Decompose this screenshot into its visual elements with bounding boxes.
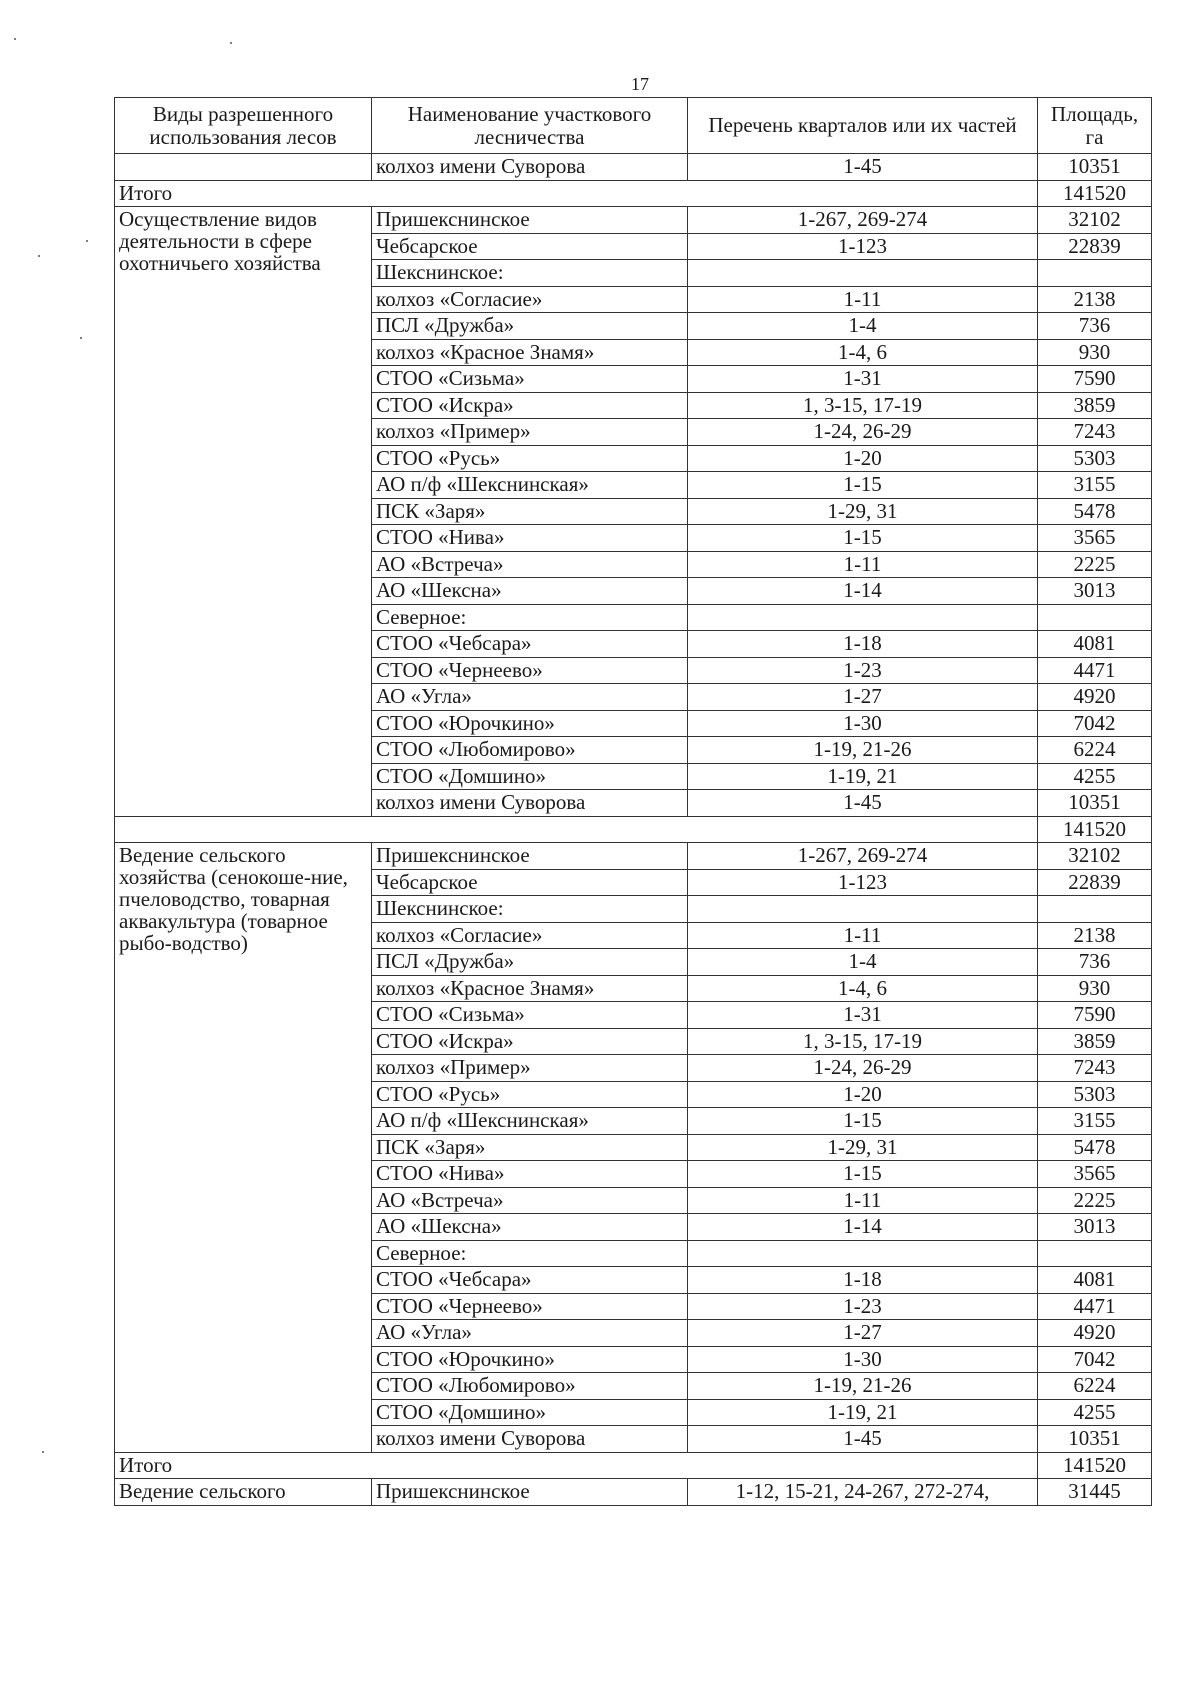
district-cell: Чебсарское [372, 233, 688, 260]
area-cell: 7042 [1038, 1346, 1152, 1373]
area-cell: 22839 [1038, 869, 1152, 896]
area-cell: 32102 [1038, 207, 1152, 234]
area-cell: 2225 [1038, 1187, 1152, 1214]
district-cell: Пришекснинское [372, 843, 688, 870]
area-cell: 7590 [1038, 1002, 1152, 1029]
district-cell: АО п/ф «Шекснинская» [372, 1108, 688, 1135]
district-cell: колхоз «Согласие» [372, 286, 688, 313]
quarters-cell: 1-23 [688, 657, 1038, 684]
quarters-cell: 1-4, 6 [688, 975, 1038, 1002]
quarters-cell: 1-11 [688, 1187, 1038, 1214]
total-label [115, 816, 1038, 843]
district-cell: СТОО «Русь» [372, 1081, 688, 1108]
quarters-cell: 1-29, 31 [688, 498, 1038, 525]
quarters-cell [688, 1240, 1038, 1267]
area-cell: 5303 [1038, 1081, 1152, 1108]
area-cell: 32102 [1038, 843, 1152, 870]
area-cell: 4920 [1038, 684, 1152, 711]
district-cell: СТОО «Домшино» [372, 1399, 688, 1426]
quarters-cell: 1-12, 15-21, 24-267, 272-274, [688, 1479, 1038, 1506]
area-cell [1038, 1240, 1152, 1267]
quarters-cell: 1-15 [688, 1108, 1038, 1135]
table-row [115, 843, 1152, 870]
total-area: 141520 [1038, 180, 1152, 207]
area-cell: 4081 [1038, 631, 1152, 658]
quarters-cell: 1-4 [688, 313, 1038, 340]
district-cell: СТОО «Искра» [372, 1028, 688, 1055]
total-row [115, 816, 1152, 843]
district-cell: СТОО «Любомирово» [372, 737, 688, 764]
quarters-cell: 1-20 [688, 1081, 1038, 1108]
quarters-cell: 1-11 [688, 286, 1038, 313]
quarters-cell: 1-30 [688, 710, 1038, 737]
district-cell: ПСК «Заря» [372, 498, 688, 525]
quarters-cell: 1-19, 21 [688, 1399, 1038, 1426]
quarters-cell: 1, 3-15, 17-19 [688, 1028, 1038, 1055]
area-cell: 3859 [1038, 392, 1152, 419]
area-cell [1038, 260, 1152, 287]
area-cell: 2138 [1038, 286, 1152, 313]
district-cell: колхоз имени Суворова [372, 790, 688, 817]
area-cell: 31445 [1038, 1479, 1152, 1506]
use-cell-hunting: Осуществление видов деятельности в сфере охотничьего хозяйства [115, 207, 372, 817]
quarters-cell: 1-27 [688, 1320, 1038, 1347]
area-cell: 7590 [1038, 366, 1152, 393]
area-cell: 2225 [1038, 551, 1152, 578]
district-cell: Чебсарское [372, 869, 688, 896]
area-cell: 4081 [1038, 1267, 1152, 1294]
district-cell: СТОО «Любомирово» [372, 1373, 688, 1400]
district-cell: АО «Шексна» [372, 578, 688, 605]
area-cell: 22839 [1038, 233, 1152, 260]
use-cell: Ведение сельского [115, 1479, 372, 1506]
area-cell: 4255 [1038, 763, 1152, 790]
forest-use-table [114, 97, 1152, 1506]
scan-speck [38, 255, 40, 257]
table-row [115, 1479, 1152, 1506]
total-row [115, 1452, 1152, 1479]
header-area: Площадь, га [1038, 98, 1152, 154]
district-cell: Пришекснинское [372, 207, 688, 234]
quarters-cell: 1-24, 26-29 [688, 419, 1038, 446]
quarters-cell [688, 604, 1038, 631]
district-cell: СТОО «Чебсара» [372, 1267, 688, 1294]
district-cell: СТОО «Нива» [372, 1161, 688, 1188]
area-cell: 7042 [1038, 710, 1152, 737]
total-row [115, 180, 1152, 207]
district-cell: ПСК «Заря» [372, 1134, 688, 1161]
area-cell [1038, 896, 1152, 923]
quarters-cell: 1-19, 21-26 [688, 1373, 1038, 1400]
quarters-cell: 1-29, 31 [688, 1134, 1038, 1161]
district-cell: СТОО «Юрочкино» [372, 1346, 688, 1373]
area-cell: 3565 [1038, 525, 1152, 552]
area-cell: 5303 [1038, 445, 1152, 472]
quarters-cell: 1-14 [688, 1214, 1038, 1241]
district-cell: колхоз имени Суворова [372, 154, 688, 181]
area-cell [1038, 604, 1152, 631]
area-cell: 930 [1038, 339, 1152, 366]
scan-speck [42, 1451, 44, 1453]
area-cell: 736 [1038, 313, 1152, 340]
area-cell: 3859 [1038, 1028, 1152, 1055]
quarters-cell: 1-30 [688, 1346, 1038, 1373]
quarters-cell [688, 896, 1038, 923]
quarters-cell: 1-27 [688, 684, 1038, 711]
district-cell: АО «Угла» [372, 1320, 688, 1347]
quarters-cell: 1-15 [688, 525, 1038, 552]
total-label: Итого [115, 180, 1038, 207]
district-cell: колхоз «Пример» [372, 419, 688, 446]
area-cell: 10351 [1038, 790, 1152, 817]
district-cell: СТОО «Чернеево» [372, 1293, 688, 1320]
quarters-cell: 1-15 [688, 1161, 1038, 1188]
district-cell: СТОО «Чебсара» [372, 631, 688, 658]
district-cell: СТОО «Сизьма» [372, 1002, 688, 1029]
district-cell: АО «Встреча» [372, 551, 688, 578]
area-cell: 3013 [1038, 578, 1152, 605]
quarters-cell: 1-45 [688, 790, 1038, 817]
district-cell: ПСЛ «Дружба» [372, 949, 688, 976]
district-cell: СТОО «Русь» [372, 445, 688, 472]
quarters-cell: 1-19, 21 [688, 763, 1038, 790]
area-cell: 6224 [1038, 1373, 1152, 1400]
quarters-cell: 1-11 [688, 551, 1038, 578]
header-quarters: Перечень кварталов или их частей [688, 98, 1038, 154]
quarters-cell: 1-18 [688, 1267, 1038, 1294]
district-cell: колхоз «Согласие» [372, 922, 688, 949]
district-cell: СТОО «Домшино» [372, 763, 688, 790]
district-cell: Шекснинское: [372, 260, 688, 287]
area-cell: 4920 [1038, 1320, 1152, 1347]
district-cell: колхоз имени Суворова [372, 1426, 688, 1453]
area-cell: 4255 [1038, 1399, 1152, 1426]
area-cell: 930 [1038, 975, 1152, 1002]
quarters-cell: 1-31 [688, 1002, 1038, 1029]
district-cell: АО «Шексна» [372, 1214, 688, 1241]
district-cell: Шекснинское: [372, 896, 688, 923]
area-cell: 10351 [1038, 154, 1152, 181]
table-row [115, 207, 1152, 234]
district-cell: колхоз «Пример» [372, 1055, 688, 1082]
quarters-cell [688, 260, 1038, 287]
scan-speck [230, 42, 232, 44]
scan-speck [86, 240, 88, 242]
quarters-cell: 1-31 [688, 366, 1038, 393]
table-row [115, 154, 1152, 181]
quarters-cell: 1-123 [688, 869, 1038, 896]
quarters-cell: 1-267, 269-274 [688, 207, 1038, 234]
quarters-cell: 1-45 [688, 1426, 1038, 1453]
total-area: 141520 [1038, 816, 1152, 843]
total-area: 141520 [1038, 1452, 1152, 1479]
quarters-cell: 1-267, 269-274 [688, 843, 1038, 870]
area-cell: 4471 [1038, 1293, 1152, 1320]
quarters-cell: 1-4 [688, 949, 1038, 976]
quarters-cell: 1-19, 21-26 [688, 737, 1038, 764]
area-cell: 3155 [1038, 472, 1152, 499]
total-label: Итого [115, 1452, 1038, 1479]
district-cell: АО «Встреча» [372, 1187, 688, 1214]
header-use: Виды разрешенного использования лесов [115, 98, 372, 154]
quarters-cell: 1-4, 6 [688, 339, 1038, 366]
district-cell: АО «Угла» [372, 684, 688, 711]
area-cell: 3013 [1038, 1214, 1152, 1241]
quarters-cell: 1-14 [688, 578, 1038, 605]
district-cell: СТОО «Искра» [372, 392, 688, 419]
area-cell: 3155 [1038, 1108, 1152, 1135]
header-district: Наименование участкового лесничества [372, 98, 688, 154]
area-cell: 4471 [1038, 657, 1152, 684]
use-cell [115, 154, 372, 181]
quarters-cell: 1, 3-15, 17-19 [688, 392, 1038, 419]
quarters-cell: 1-15 [688, 472, 1038, 499]
district-cell: Пришекснинское [372, 1479, 688, 1506]
quarters-cell: 1-11 [688, 922, 1038, 949]
district-cell: СТОО «Юрочкино» [372, 710, 688, 737]
quarters-cell: 1-18 [688, 631, 1038, 658]
district-cell: колхоз «Красное Знамя» [372, 975, 688, 1002]
district-cell: СТОО «Нива» [372, 525, 688, 552]
district-cell: Северное: [372, 1240, 688, 1267]
table-header-row [115, 98, 1152, 154]
district-cell: СТОО «Сизьма» [372, 366, 688, 393]
quarters-cell: 1-20 [688, 445, 1038, 472]
district-cell: ПСЛ «Дружба» [372, 313, 688, 340]
quarters-cell: 1-123 [688, 233, 1038, 260]
scan-speck [14, 38, 16, 40]
page-number: 17 [631, 74, 649, 94]
area-cell: 6224 [1038, 737, 1152, 764]
scan-speck [80, 337, 82, 339]
district-cell: колхоз «Красное Знамя» [372, 339, 688, 366]
area-cell: 5478 [1038, 498, 1152, 525]
area-cell: 3565 [1038, 1161, 1152, 1188]
area-cell: 5478 [1038, 1134, 1152, 1161]
quarters-cell: 1-24, 26-29 [688, 1055, 1038, 1082]
area-cell: 7243 [1038, 419, 1152, 446]
area-cell: 736 [1038, 949, 1152, 976]
district-cell: Северное: [372, 604, 688, 631]
area-cell: 2138 [1038, 922, 1152, 949]
district-cell: СТОО «Чернеево» [372, 657, 688, 684]
area-cell: 10351 [1038, 1426, 1152, 1453]
use-cell-agriculture: Ведение сельского хозяйства (сенокоше-ние, пчеловодство, товарная аквакультура (товарное рыбо-водство) [115, 843, 372, 1453]
quarters-cell: 1-23 [688, 1293, 1038, 1320]
area-cell: 7243 [1038, 1055, 1152, 1082]
district-cell: АО п/ф «Шекснинская» [372, 472, 688, 499]
quarters-cell: 1-45 [688, 154, 1038, 181]
